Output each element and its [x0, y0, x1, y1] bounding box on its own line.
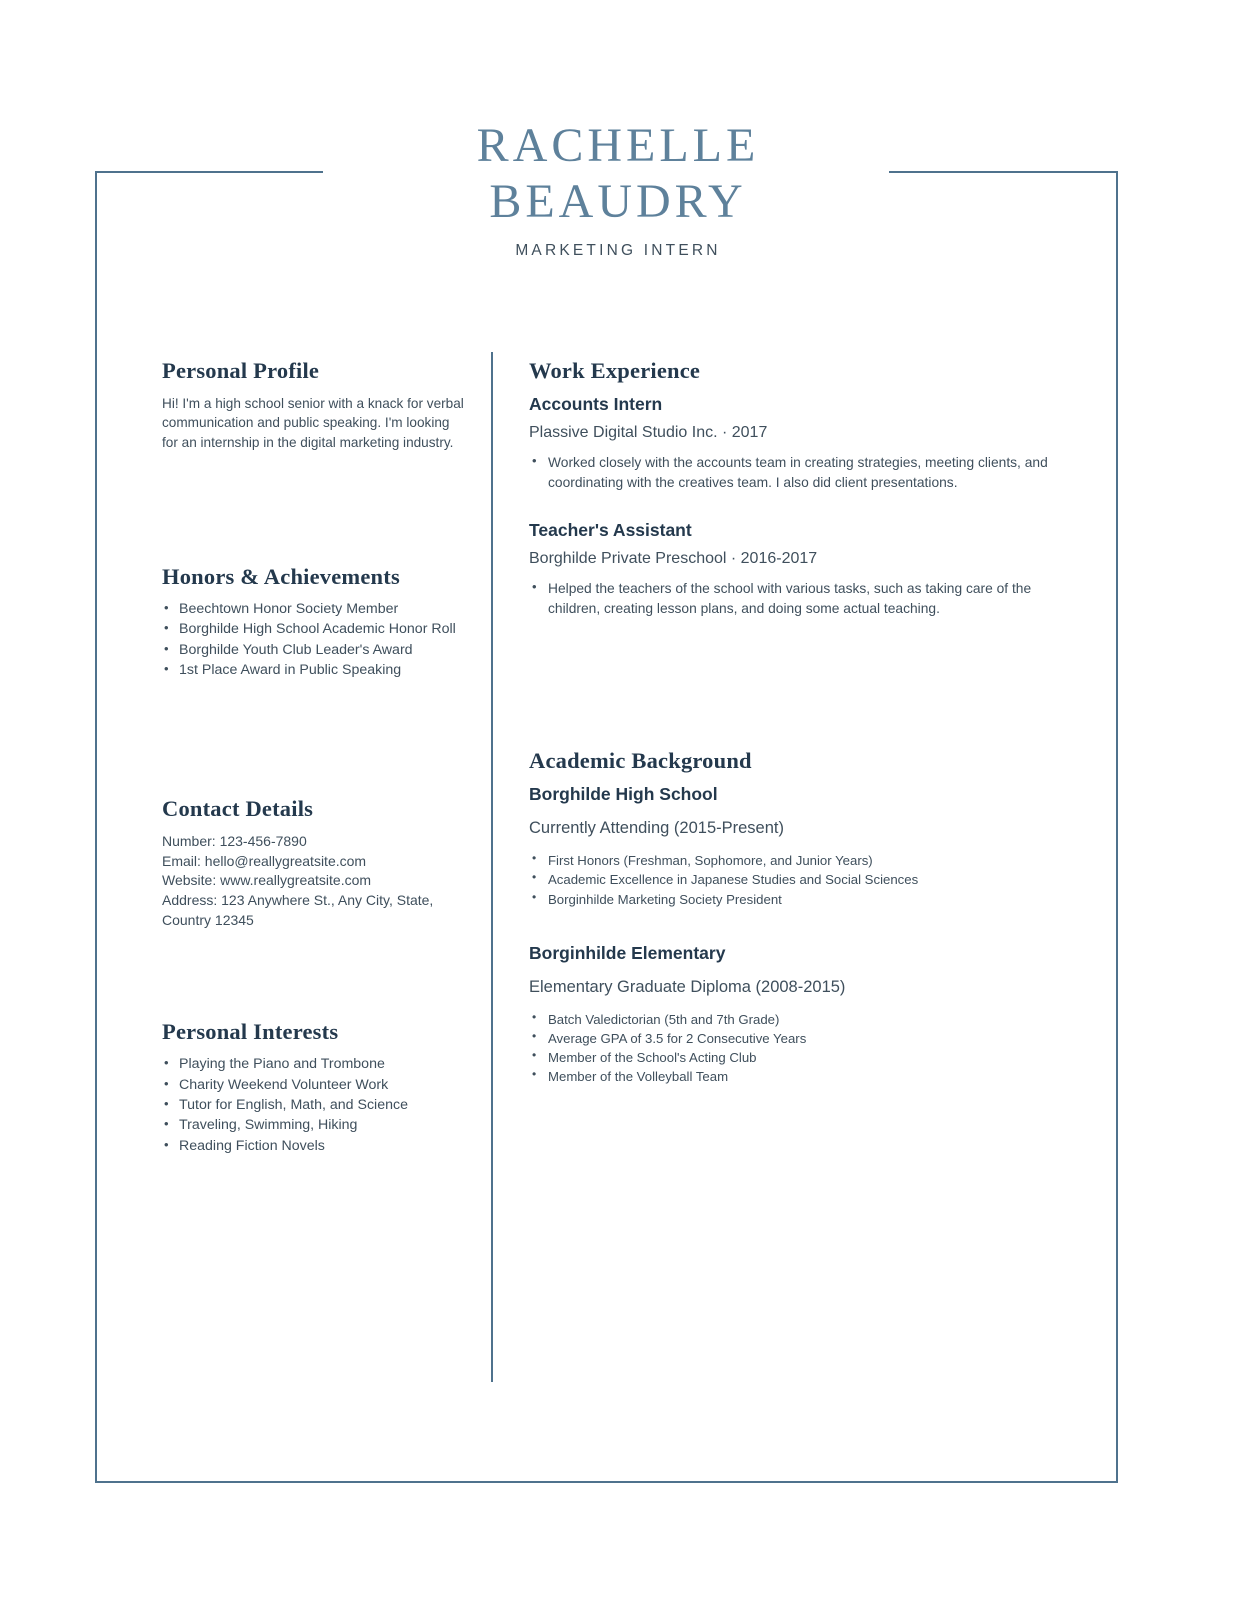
right-column — [529, 358, 1064, 1120]
section-personal-profile — [162, 358, 468, 452]
resume-header — [0, 118, 1236, 260]
academic-background-title: Academic Background — [529, 748, 752, 774]
section-work-experience — [529, 358, 1064, 618]
list-item: • Reading Fiction Novels — [179, 1137, 468, 1156]
candidate-name-line1: RACHELLE — [476, 119, 760, 172]
contact-website: Website: www.reallygreatsite.com — [162, 872, 372, 889]
job-company-dates: Borghilde Private Preschool · 2016-2017 — [529, 550, 818, 568]
section-personal-interests — [162, 1019, 468, 1156]
personal-interests-list — [162, 1055, 468, 1156]
job-company-dates: Plassive Digital Studio Inc. · 2017 — [529, 424, 768, 441]
work-entry — [529, 520, 1064, 618]
list-item: • First Honors (Freshman, Sophomore, and Junior Years) — [548, 851, 1064, 870]
list-item: • Borginhilde Marketing Society President — [548, 890, 1064, 909]
honors-list — [162, 600, 468, 681]
work-entry — [529, 394, 1064, 492]
contact-address-line1: Address: 123 Anywhere St., Any City, State, — [162, 892, 434, 909]
list-item: • Batch Valedictorian (5th and 7th Grade) — [548, 1010, 1064, 1029]
list-item: • Academic Excellence in Japanese Studies and Social Sciences — [548, 870, 1064, 889]
spacer-after-profile — [162, 452, 468, 564]
education-entry — [529, 943, 1064, 1087]
frame-left-rule — [95, 171, 97, 1483]
work-experience-title: Work Experience — [529, 358, 701, 383]
contact-phone: Number: 123-456-7890 — [162, 832, 307, 849]
list-item: • 1st Place Award in Public Speaking — [179, 661, 468, 680]
personal-interests-title: Personal Interests — [162, 1019, 339, 1045]
list-item: • Charity Weekend Volunteer Work — [179, 1076, 468, 1095]
job-bullet-list — [529, 453, 1064, 492]
personal-profile-text: Hi! I'm a high school senior with a knack for verbal communication and public speaking. I'm looking for an internship in the digital marketing industry. — [162, 396, 464, 450]
candidate-name — [0, 118, 1236, 229]
school-bullet-list — [529, 851, 1064, 908]
candidate-name-line2: BEAUDRY — [489, 174, 747, 228]
column-divider — [491, 352, 493, 1382]
education-entry — [529, 784, 1064, 908]
spacer-after-contact — [162, 931, 468, 1019]
school-status: Elementary Graduate Diploma (2008-2015) — [529, 977, 846, 996]
section-academic-background — [529, 748, 1064, 1086]
school-status: Currently Attending (2015-Present) — [529, 819, 784, 838]
left-column — [162, 358, 468, 1157]
contact-details-list — [162, 832, 468, 931]
candidate-role: MARKETING INTERN — [515, 242, 721, 260]
list-item: • Traveling, Swimming, Hiking — [179, 1116, 468, 1135]
list-item: • Average GPA of 3.5 for 2 Consecutive Years — [548, 1029, 1064, 1048]
honors-title: Honors & Achievements — [162, 563, 400, 589]
spacer-after-work — [529, 618, 1064, 748]
list-item: • Member of the School's Acting Club — [548, 1048, 1064, 1067]
school-bullet-list — [529, 1010, 1064, 1087]
contact-details-title: Contact Details — [162, 795, 314, 821]
job-role: Accounts Intern — [529, 394, 663, 414]
job-bullet-list — [529, 579, 1064, 618]
frame-bottom-rule — [95, 1481, 1118, 1483]
list-item: • Helped the teachers of the school with various tasks, such as taking care of the children, creating lesson plans, and doing some actual teaching. — [548, 579, 1064, 618]
list-item: • Playing the Piano and Trombone — [179, 1055, 468, 1074]
list-item: • Member of the Volleyball Team — [548, 1067, 1064, 1086]
list-item: • Beechtown Honor Society Member — [179, 600, 468, 619]
list-item: • Borghilde Youth Club Leader's Award — [179, 641, 468, 660]
list-item: • Tutor for English, Math, and Science — [179, 1096, 468, 1115]
frame-right-rule — [1116, 171, 1118, 1483]
section-contact-details — [162, 796, 468, 931]
contact-address-line2: Country 12345 — [162, 912, 254, 929]
school-name: Borghilde High School — [529, 784, 718, 805]
school-name: Borginhilde Elementary — [529, 942, 726, 963]
job-role: Teacher's Assistant — [529, 520, 692, 541]
list-item: • Borghilde High School Academic Honor Roll — [179, 620, 468, 639]
contact-email: Email: hello@reallygreatsite.com — [162, 852, 367, 869]
list-item: • Worked closely with the accounts team in creating strategies, meeting clients, and coordinating with the creatives team. I also did client presentations. — [548, 453, 1064, 492]
personal-profile-title: Personal Profile — [162, 358, 320, 383]
spacer-after-honors — [162, 682, 468, 796]
section-honors — [162, 564, 468, 681]
